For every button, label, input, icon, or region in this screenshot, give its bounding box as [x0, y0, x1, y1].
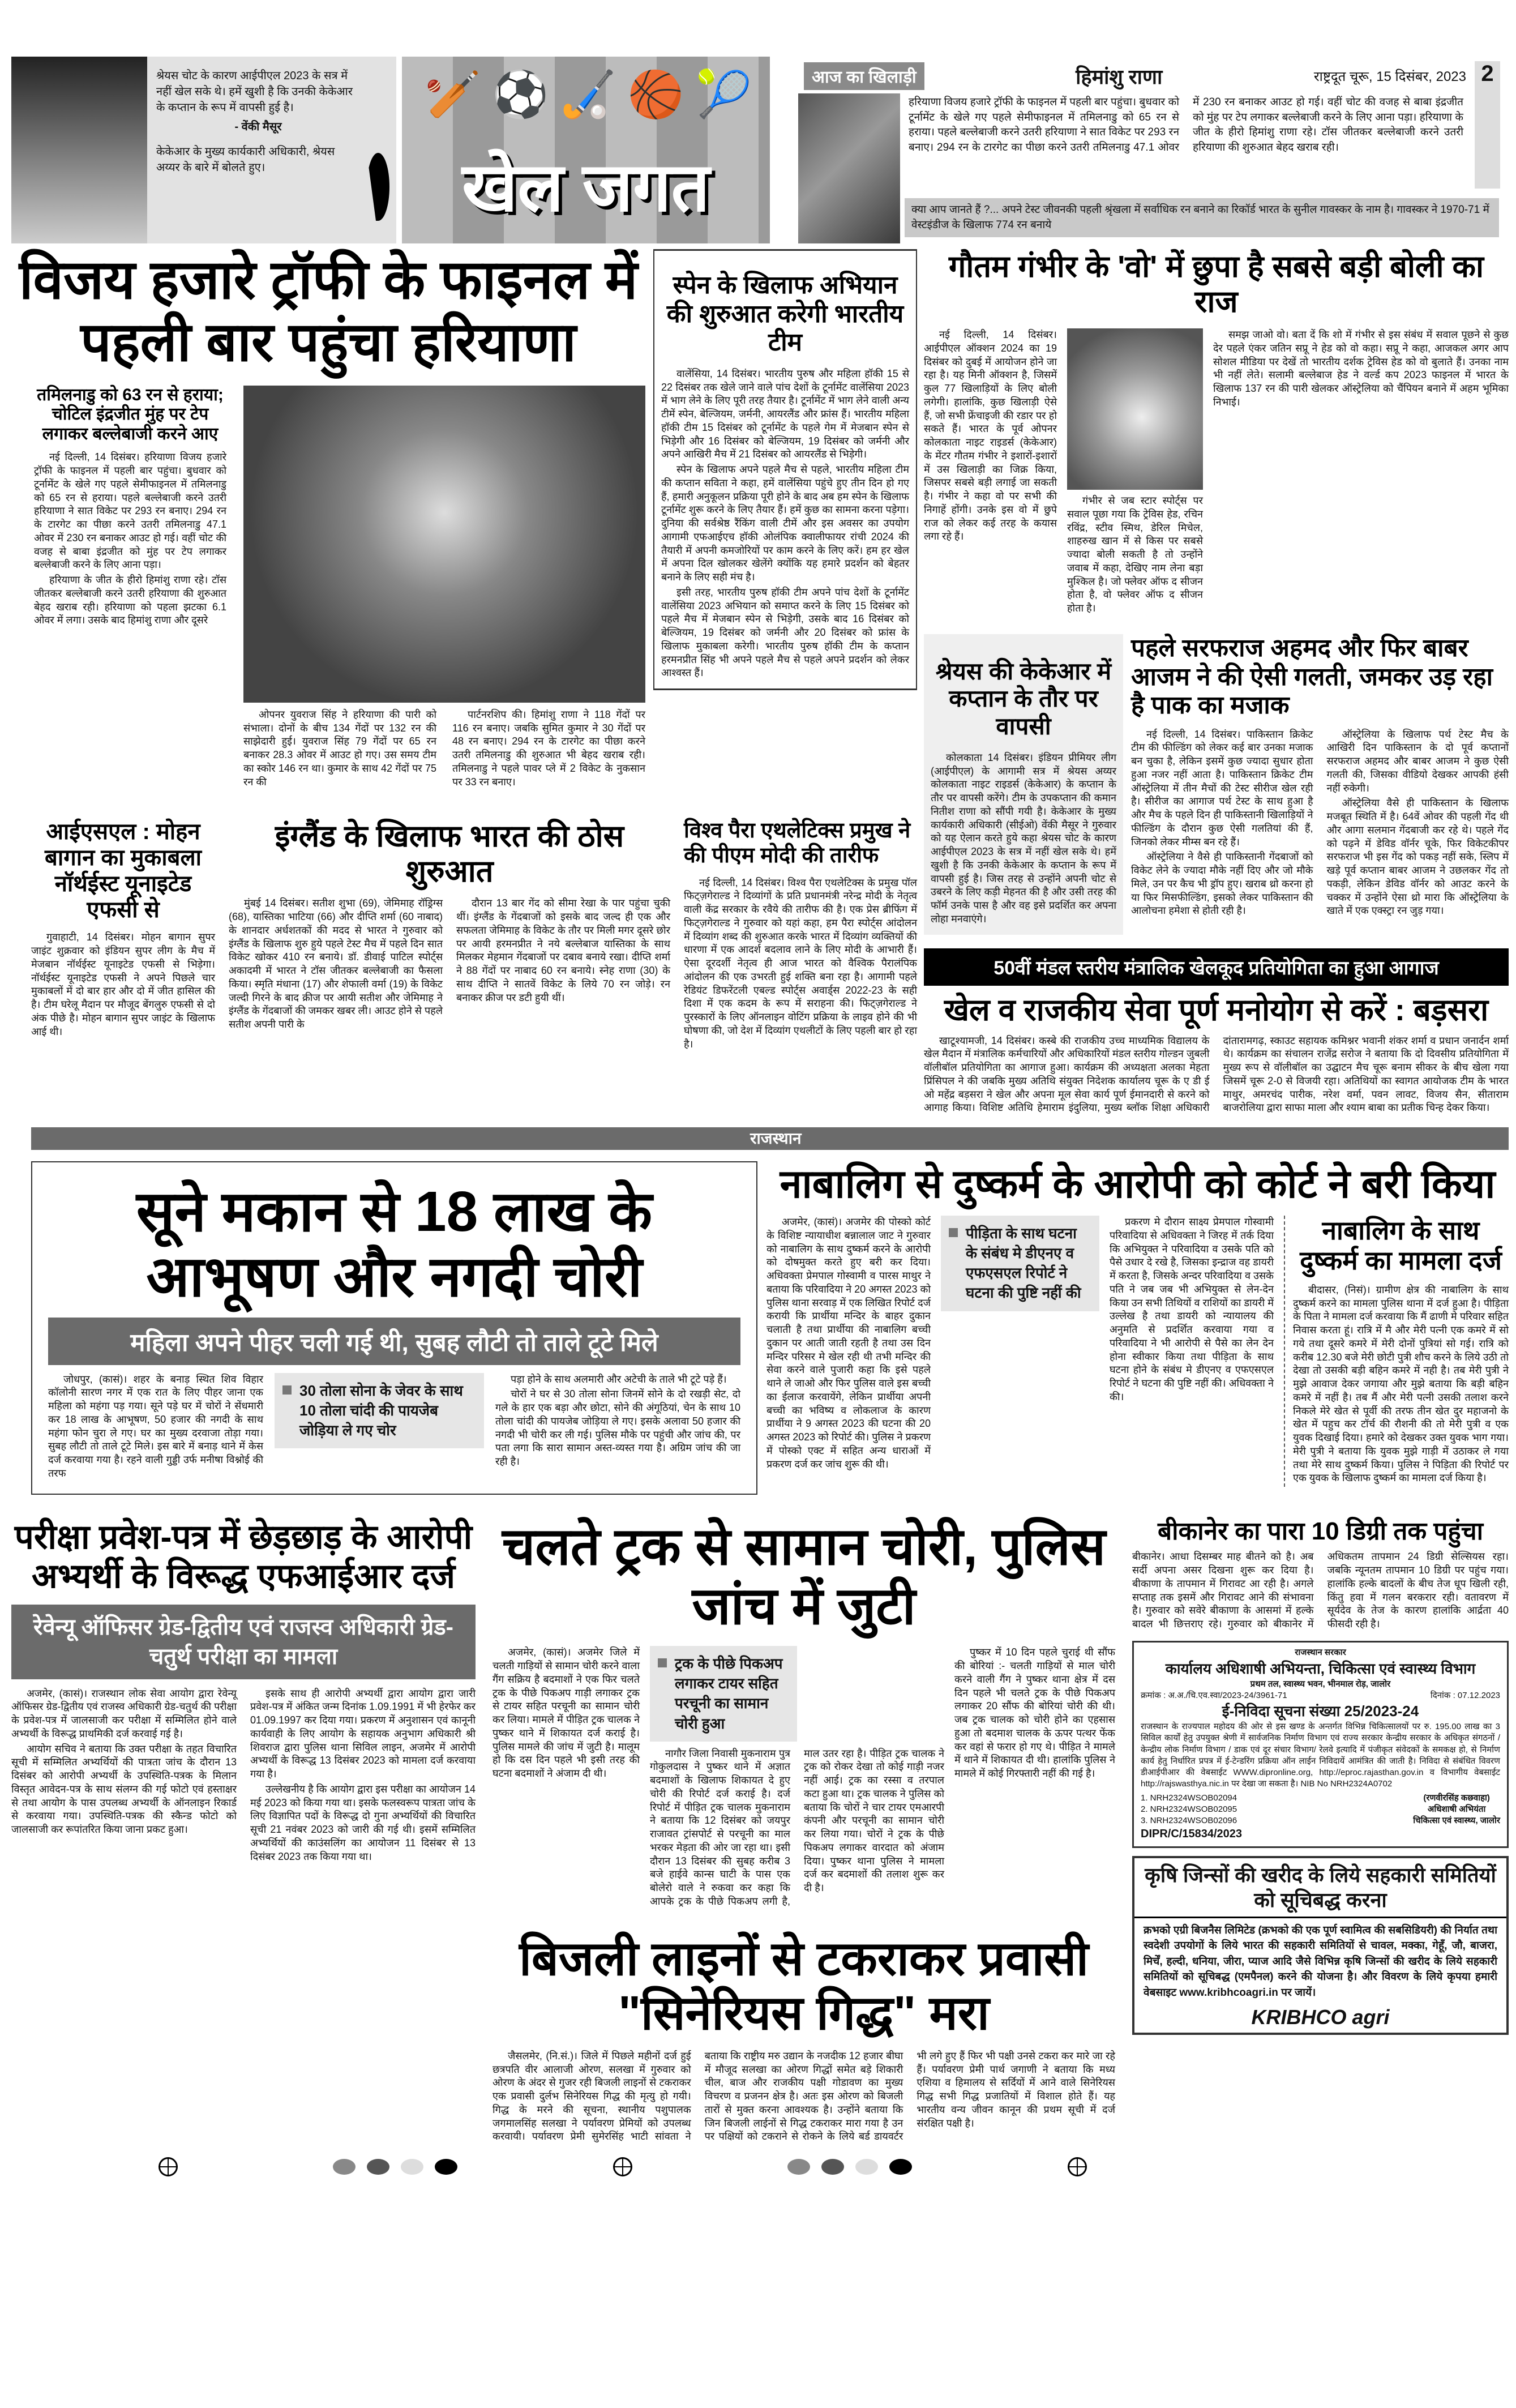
rajasthan-row-2: [11, 1517, 1509, 2144]
secondary-row: [11, 819, 917, 1053]
lead-row: [11, 249, 917, 790]
ad-date: दिनांक : 07.12.2023: [1430, 1690, 1500, 1700]
page-number: 2: [1475, 61, 1500, 189]
paragraph: ऑस्ट्रेलिया के खिलाफ पर्थ टेस्ट मैच के आखिरी दिन पाकिस्तान के दो पूर्व कप्तानों सरफराज अहमद और बाबर आजम ने कुछ ऐसी गलती की, जिसका वीडियो देखकर आपकी हंसी नहीं रुकेगी।: [1326, 728, 1509, 794]
ad-footer: [1141, 1793, 1500, 1842]
shreyas-headline: श्रेयस की केकेआर में कप्तान के तौर पर वापसी: [935, 657, 1112, 739]
lead-article: [11, 249, 645, 790]
sports-section: [11, 249, 1509, 1116]
theft-headline: सूने मकान से 18 लाख के आभूषण और नगदी चोरी: [136, 1179, 653, 1308]
color-dot: [367, 2159, 389, 2175]
paragraph: जोधपुर, (कासं)। शहर के बनाड़ स्थित शिव विहार कॉलोनी सारण नगर में एक रात के लिए पीहर जाना एक महिला को महंगा पड़ गया। सूने पड़े घर में चोरों ने सेंधमारी कर 18 लाख के आभूषण, 50 हजार की नगदी के साथ महंगा फोन चुरा ले गए। घर का मुख्य दरवाजा तोड़ा गया। सुबह लौटी तो ताले टूटे मिले। इस बारे में बनाड़ थाने में केस दर्ज करवाया गया है। रहने वाली गुड्डी उर्फ मनीषा विश्नोई की तरफ: [48, 1373, 263, 1479]
ad-dipr: DIPR/C/15834/2023: [1141, 1828, 1243, 1841]
court-body-col3: [1110, 1216, 1274, 1406]
lead-body-col2: [243, 708, 436, 791]
court-section: [766, 1161, 1509, 1487]
spain-headline: स्पेन के खिलाफ अभियान की शुरुआत करेगी भारतीय टीम: [666, 271, 904, 357]
paragraph: बीकानेर। आधा दिसम्बर माह बीतने को है। अब सर्दी अपना असर दिखना शुरू कर दिया है। बीकाणा के तापमान में गिरावट आ रही है। अगले सप्ताह तक इसमें और गिरावट आने की संभावना है। गुरुवार को सवेरे बीकाणा के आसमां में हल्के बादल भी छित्तराए रहे। गुरुवार को बीकानेर में अधिकतम तापमान 24 डिग्री सेल्सियस रहा। जबकि न्यूनतम तापमान 10 डिग्री पर पहुंच गया। हालांकि हल्के बादलों के बीच तेज धूप खिली रही, किंतु हवा में गलन बरकरार रही। वतावरण में सूर्यदेव के तेज के कारण हालांकि आर्द्रता 40 फीसदी रही है।: [1132, 1551, 1509, 1630]
lead-subhead: तमिलनाडु को 63 रन से हराया; चोटिल इंद्रजीत मुंह पर टेप लगाकर बल्लेबाजी करने आए: [37, 385, 224, 443]
paragraph: अजमेर, (कासं)। राजस्थान लोक सेवा आयोग द्वारा रेवेन्यू ऑफिसर ग्रेड-द्वितीय एवं राजस्व अधिकारी ग्रेड-चतुर्थ की परीक्षा के प्रवेश-पत्र में जालसाजी कर परीक्षा में सम्मिलित होने वाले अभ्यर्थी के विरूद्ध प्राथमिकी दर्ज करवाई गई है।: [11, 1687, 237, 1739]
ad-ref-row: [1141, 1690, 1500, 1701]
truck-content: [493, 1646, 1115, 1908]
player-header: [804, 62, 1466, 90]
bidasar-body: [1293, 1284, 1509, 1485]
paragraph: ऑस्ट्रेलिया ने वैसे ही पाकिस्तानी गेंदबाजों को विकेट लेने के ज्यादा मौके नहीं दिए और जो मौके मिले, उन पर कैच भी ड्रॉप हुए। खराब थ्रो करना हो या फिर मिसफील्डिंग, इसको लेकर पाकिस्तान की आलोचना हमेशा से होती रही है।: [1131, 851, 1313, 917]
registration-mark-icon: [159, 2157, 178, 2176]
paragraph: मुंबई 14 दिसंबर। सतीश शुभा (69), जेमिमाह रॉड्रिग्स (68), यास्तिका भाटिया (66) और दीप्ति शर्मा (60 नाबाद) के शानदार अर्धशतकों की मदद से भारत ने गुरुवार को इंग्लैंड के खिलाफ शुरु हुये पहले टेस्ट मैच में पहले दिन सात विकेट खोकर 410 रन बनाये। डॉ. डीवाई पाटिल स्पोर्ट्स अकादमी में भारत ने टॉस जीतकर बल्लेबाजी का फैसला किया। स्मृति मंधाना (17) और शेफाली वर्मा (19) के विकेट जल्दी गिरने के बाद क्रीज पर आयी सतीश और जेमिमाह ने इंग्लैंड के गेंदबाजों की जमकर खबर ली। आउट होने से पहले सतीश अपनी पारी के: [229, 897, 443, 1030]
theft-subhead: महिला अपने पीहर चली गई थी, सुबह लौटी तो ताले टूटे मिले: [48, 1318, 740, 1365]
kribhco-logo: KRIBHCO agri: [1251, 2005, 1390, 2029]
vulture-body: [493, 2050, 1115, 2144]
main-flow: [11, 249, 1509, 2180]
paragraph: समझ जाओ वो। बता दें कि शो में गंभीर से इस संबंध में सवाल पूछने से कुछ देर पहले एंकर जतिन सप्रू ने हेड को वो कहा। सप्रू ने कहा, आजकल अगर आप सोशल मीडिया पर देखें तो भारतीय दर्शक ट्रेविस हेड को वो बुलाते हैं। उनका नाम भी नहीं लेते। सलामी बल्लेबाज हेड ने वर्ल्ड कप 2023 फाइनल में भारत के खिलाफ 137 रन की पारी खेलकर ऑस्ट्रेलिया को चैंपियन बनाने में अहम भूमिका निभाई।: [1213, 329, 1509, 408]
dateline: राष्ट्रदूत चूरू, 15 दिसंबर, 2023: [1313, 69, 1466, 84]
quote-author: - वेंकी मैसूर: [234, 121, 282, 133]
rajasthan-row-1: [11, 1161, 1509, 1495]
shreyas-article: [924, 634, 1123, 935]
paragraph: बीदासर, (निसं)। ग्रामीण क्षेत्र की नाबालिग के साथ दुष्कर्म करने का मामला पुलिस थाना में दर्ज हुआ है। पीड़िता के पिता ने मामला दर्ज करवाया कि मैं ढाणी मे परिवार सहित निवास करता हूं। रात्रि में मै और मेरी पत्नी एक कमरे में सो गये तथा दूसरे कमरे में मेरी दोनों पुत्रियां सो गई। रात्रि को करीब 12.30 बजे मेरी छोटी पुत्री शौच करने के लिये उठी तो देखा तो उसकी बड़ी बहिन कमरे में नही है। तब मेरी पुत्री ने मुझे आवाज देकर जगाया और मुझे बताया कि बड़ी बहिन कमरे में नहीं है। तब मैं और मेरी पत्नी उसकी तलाश करने निकले मेरे खेत से पूर्वी की तरफ तीन खेत दुर महाजनो के खेत में पहुच कर टॉर्च की रौशनी की तो मेरी पुत्री व एक युवक दिखाई दिया। हमारे को देखकर उक्त युवक भाग गया। मेरी पुत्री ने बताया कि युवक मुझे गाड़ी में उठाकर ले गया तथा मेरे साथ दुष्कर्म किया। पुलिस ने पिड़िता की रिपोर्ट पर एक युवक के खिलाफ दुष्कर्म का मामला दर्ज किया है।: [1293, 1284, 1509, 1484]
player-photo: [798, 93, 900, 243]
ceo-photo: [11, 57, 147, 243]
paragraph: ऑस्ट्रेलिया वैसे ही पाकिस्तान के खिलाफ मजबूत स्थिति में है। 64वें ओवर की पहली गेंद थी और आगा सलमान गेंदबाजी कर रहे थे। पहले गेंद को पढ़ने में डेविड वॉर्नर चूके, फिर विकेटकीपर सरफराज भी इस गेंद को पकड़ नहीं सके, स्लिप में खड़े पूर्व कप्तान बाबर आजम ने उछलकर गेंद तो पकड़ी, लेकिन डेविड वॉर्नर को आउट करने के चक्कर में उन्होंने ऐसा थ्रो मारा कि ऑस्ट्रेलिया के खाते में एक एक्स्ट्रा रन जुड़ गया।: [1326, 797, 1509, 917]
paragraph: पड़ा होने के साथ अलमारी और अटेची के ताले भी टूटे पड़े हैं।: [511, 1373, 727, 1385]
truck-body-col1: [493, 1646, 640, 1782]
lead-left-column: [11, 386, 226, 629]
paragraph: खाटूश्यामजी, 14 दिसंबर। कस्बे की राजकीय उच्च माध्यमिक विद्यालय के खेल मैदान में मंत्रालिक कर्मचारियों और अधिकारियों मंडल स्तरीय गोल्डन जुबली वॉलीबॉल प्रतियोगिता का आगाज हुआ। कार्यक्रम की अध्यक्षता अलका मेहता प्रिंसिपल ने की जबकि मुख्य अतिथि संयुक्त निदेशक कार्यालय चूरू के ए डी ई ओ महेंद्र बड़सरा ने खेल और अपना मूल सेवा कार्य पूर्ण ईमानदारी से करने को आगाह किया। विशिष्ट अतिथि हेमाराम इंदुलिया, मुख्य ब्लॉक शिक्षा अधिकारी दांतारामगढ़, स्काउट सहायक कमिश्नर भवानी शंकर शर्मा व प्रधान जनार्दन शर्मा थे। कार्यक्रम का संचालन राजेंद्र सरोज ने बताया कि दो दिवसीय प्रतियोगिता में मुख्य रूप से वॉलीबॉल का उद्घाटन मैच चूरू बनाम सीकर के बीच खेला गया जिसमें चूरू 2-0 से विजयी रहा। अतिथियों का स्वागत आयोजक टीम के भारत माथुर, अमरचंद पारीक, नरेश वर्मा, पवन लावट, विजय सैन, सीताराम बाजरोलिया द्वारा साफा माला और श्याम बाबा का प्रतीक चिन्ह देकर किया।: [924, 1034, 1509, 1114]
paragraph: उल्लेखनीय है कि आयोग द्वारा इस परीक्षा का आयोजन 14 मई 2023 को किया गया था। इसके फलस्वरूप पात्रता जांच के लिए विज्ञापित पदों के विरूद्ध दो गुना अभ्यर्थियों की विचारित सूची 21 नवंबर 2023 को जारी की गई थी। इसमें सम्मिलित अभ्यर्थियों की काउंसलिंग का आयोजन 11 दिसंबर से 13 दिसंबर 2023 तक किया गया था।: [250, 1783, 476, 1862]
vulture-headline: बिजली लाइनों से टकराकर प्रवासी "सिनेरियस गिद्ध" मरा: [519, 1931, 1089, 2040]
ad-body: राजस्थान के राज्यपाल महोदय की ओर से इस खण्ड के अन्तर्गत विभिन्न चिकित्सालयों पर रु. 195.00 लाख का 3 सिविल कार्यों हेतु उपयुक्त श्रेणी में सार्वजनिक निर्माण विभाग एवं राज्य सरकार केन्द्रीय सरकार के अधिकृत संगठनों / केन्द्रीय लोक निर्माण विभाग / डाक एवं दूर संचार विभाग/ रेलवे इत्यादि में पंजीकृत संवेदकों के समकक्ष हो, से निर्माण कार्य हेतु निर्धारित प्रपत्र में ई-टेन्डरिंग प्रक्रिया ऑन लाईन निविदायें आमंत्रित की जाती है। निविदा से संबंधित विवरण डीआईपीआर की वेबसाईट WWW.dipronline.org, http://eproc.rajasthan.gov.in व विभागीय वेबसाईट http://rajswasthya.nic.in पर देखा जा सकता है। NIB No NRH2324A0702: [1141, 1722, 1500, 1789]
sarfaraz-headline: पहले सरफराज अहमद और फिर बाबर आजम ने की ऐसी गलती, जमकर उड़ रहा है पाक का मजाक: [1131, 634, 1493, 720]
exam-body: [11, 1687, 476, 1864]
ad-signatory: (रणवीरसिंह कछवाहा): [1423, 1793, 1490, 1803]
lead-lower-cols: [243, 708, 645, 791]
paragraph: ओपनर युवराज सिंह ने हरियाणा की पारी को संभाला। दोनों के बीच 134 गेंदों पर 132 रन की साझेदारी हुई। युवराज सिंह 79 गेंदों पर 65 रन बनाकर 28.3 ओवर में आउट हो गए। उस समय टीम का स्कोर 146 रन था। कुमार के साथ 42 गेंदों पर 75 रन की: [243, 708, 436, 788]
color-dot: [889, 2159, 912, 2175]
para-headline: विश्व पैरा एथलेटिक्स प्रमुख ने की पीएम मोदी की तारीफ: [684, 819, 911, 867]
theft-article: [31, 1161, 757, 1495]
ad-nib: 3. NRH2324WSOB02096: [1141, 1816, 1237, 1826]
paragraph: हरियाणा के जीत के हीरो हिमांशु राणा रहे। टॉस जीतकर बल्लेबाजी करने उतरी हरियाणा की शुरुआत बेहद खराब रही। हरियाणा को पहला झटका 6.1 ओवर में लगा। उसके बाद हिमांशु राणा और दूसरे: [34, 574, 226, 626]
paragraph: पार्टनरशिप की। हिमांशु राणा ने 118 गेंदों पर 116 रन बनाए। जबकि सुमित कुमार ने 30 गेंदों पर 48 रन बनाए। 294 रन के टारगेट का पीछा करने उतरी तमिलनाडु की शुरुआत भी बेहद खराब रही। तमिलनाडु ने पहले पावर प्ले में 2 विकेट के नुकसान पर 33 रन बनाए।: [452, 708, 645, 788]
section-bar-label: राजस्थान: [750, 1129, 802, 1147]
color-dot: [401, 2159, 423, 2175]
theft-body-col1: [48, 1373, 263, 1482]
isl-headline: आईएसएल : मोहन बागान का मुकाबला नॉर्थईस्ट यूनाइटेड एफसी से: [45, 819, 202, 923]
sports-icons: 🏏⚽🏑🏀🎾: [425, 69, 764, 119]
exam-article: [11, 1517, 476, 1864]
court-highlight: पीड़िता के साथ घटना के संबंध मे डीएनए व एफएसएल रिपोर्ट ने घटना की पुष्टि नहीं की: [941, 1216, 1099, 1311]
gambhir-body-col2: [1067, 494, 1203, 615]
paragraph: इसी तरह, भारतीय पुरुष हॉकी टीम अपने पांच देशों के टूर्नामेंट वालेंसिया 2023 अभियान को समाप्त करने के लिए 15 दिसंबर को पहले मैच में मेजबान स्पेन से भिड़ेगी, उसके बाद 16 दिसंबर को बेल्जियम, 19 दिसंबर को जर्मनी और 20 दिसंबर को फ्रांस के खिलाफ मुकाबला करेगी। भारतीय पुरुष हॉकी टीम के कप्तान हरमनप्रीत सिंह भी अपने पहले मैच से पहले अपने प्रदर्शन को लेकर आश्वस्त हैं।: [661, 586, 909, 679]
color-dot: [855, 2159, 878, 2175]
quote-caption: केकेआर के मुख्य कार्यकारी अधिकारी, श्रेयस अय्यर के बारे में बोलते हुए।: [156, 146, 335, 174]
bidasar-article: [1284, 1216, 1509, 1487]
paragraph: नई दिल्ली, 14 दिसंबर। आईपीएल ऑक्शन 2024 का 19 दिसंबर को दुबई में आयोजन होने जा रहा है। यह मिनी ऑक्शन है, जिसमें कुल 77 खिलाड़ियों के लिए बोली लगेगी। हालांकि, कुछ खिलाड़ी ऐसे हैं, जो सभी फ्रेंचाइजी की रडार पर हो सकते हैं। भारत के पूर्व ओपनर कोलकाता नाइट राइडर्स (केकेआर) के मेंटर गौतम गंभीर ने इशारों-इशारों में उस खिलाड़ी का जिक्र किया, जिसपर सबसे बड़ी लगाई जा सकती है। गंभीर ने कहा वो पर सभी की निगाहें होंगी। उनके इस वो में छुपे राज को लेकर कई तरह के कयास लगा रहे हैं।: [924, 329, 1057, 542]
kribhco-ad: [1132, 1856, 1509, 2034]
paragraph: नई दिल्ली, 14 दिसंबर। हरियाणा विजय हजारे ट्रॉफी के फाइनल में पहली बार पहुंचा। बुधवार को टूर्नामेंट के खेले गए पहले सेमीफाइनल में तमिलनाडु को 65 रन से हराया। पहले बल्लेबाजी करने उतरी हरियाणा ने सात विकेट पर 293 रन बनाए। 294 रन के टारगेट का पीछा करने उतरी तमिलनाडु 47.1 ओवर में 230 रन बनाकर आउट हो गई। वहीं चोट की वजह से बाबा इंद्रजीत को मुंह पर टेप लगाकर बल्लेबाजी करने के लिए आना पड़ा।: [34, 451, 226, 571]
paragraph: नागौर जिला निवासी मुकनाराम पुत्र गोकुलदास ने पुष्कर थाने में अज्ञात बदमाशों के खिलाफ शिकायत दे हुए चोरी की रिपोर्ट दर्ज कराई है। दर्ज रिपोर्ट में पीड़ित ट्रक चालक मुकनाराम ने बताया कि 12 दिसंबर को जयपुर राजावत ट्रांसपोर्ट से परचूनी का माल भरकर मेड़ता की ओर जा रहा था। इसी दौरान 13 दिसंबर की सुबह करीब 3 बजे हाईवे कान्स घाटी के पास एक बोलेरो वाले ने रुकवा कर कहा कि आपके ट्रक के पीछे पिकअप लगी है, माल उतर रहा है। पीड़ित ट्रक चालक ने ट्रक को रोकर देखा तो कोई गाड़ी नजर नहीं आई। ट्रक का रस्सा व तरपाल कटा हुआ था। ट्रक चालक ने पुलिस को बताया कि चोरों ने चार टायर एमआरपी कंपनी और परचूनी का सामान चोरी कर लिया गया। चोरों ने ट्रक के पीछे पिकअप लगाकर वारदात को अंजाम दिया। पुष्कर थाना पुलिस ने मामला दर्ज कर बदमाशों की तलाश शुरू कर दी है।: [650, 1747, 944, 1907]
gambhir-body-col1: [924, 328, 1057, 545]
right-stories: [1132, 1517, 1509, 2035]
ad-signatory: चिकित्सा एवं स्वास्थ्य, जालोर: [1413, 1816, 1500, 1826]
paragraph: दौरान 13 बार गेंद को सीमा रेखा के पार पहुंचा चुकी थीं। इंग्लैंड के गेंदबाजों को इसके बाद जल्द ही एक और सफलता जेमिमाह के विकेट के तौर पर मिली मगर दूसरे छोर पर आयी हरमनप्रीत ने नये बल्लेबाज यास्तिका के साथ मिलकर मेहमान गेंदबाजों पर दबाव बनाये रखा। दीप्ति शर्मा ने 88 गेंदों पर नाबाद 60 रन बनाये। स्नेह राणा (30) के साथ दीप्ति ने सातवें विकेट के लिये 70 रन जोड़े। रन बनाकर क्रीज पर डटी हुयी थीं।: [456, 897, 670, 1003]
section-bar-rajasthan: [31, 1127, 1509, 1150]
gambhir-body-col3: [1213, 328, 1509, 411]
gambhir-photo: [1067, 328, 1203, 490]
lead-body-col3: [452, 708, 645, 791]
truck-headline: चलते ट्रक से सामान चोरी, पुलिस जांच में जुटी: [502, 1517, 1106, 1636]
ad-signatory: अधिशाषी अभियंता: [1427, 1804, 1486, 1814]
tender-ad: [1132, 1641, 1509, 1848]
bikaner-body: [1132, 1550, 1509, 1632]
isl-body: [31, 931, 215, 1038]
lead-photo: [243, 386, 645, 703]
quote-content: [156, 68, 360, 176]
exam-subhead: रेवेन्यू ऑफिसर ग्रेड-द्वितीय एवं राजस्व अधिकारी ग्रेड-चतुर्थ परीक्षा का मामला: [11, 1605, 476, 1679]
lead-headline: विजय हजारे ट्रॉफी के फाइनल में पहली बार पहुंचा हरियाणा: [19, 250, 638, 373]
registration-mark-icon: [613, 2157, 632, 2176]
paragraph: पुष्कर में 10 दिन पहले चुराई थी सौंफ की बोरियां :- चलती गाड़ियों से माल चोरी करने वाली गैंग ने पुष्कर थाना क्षेत्र में दस दिन पहले भी चलते ट्रक के पीछे पिकअप लगाकर 20 सौंफ की बोरियां चोरी की थी। जब ट्रक चालक को चोरी होने का एहसास हुआ तो बदमाश चालक के ऊपर पत्थर फेंक कर वहां से फरार हो गए थे। पीड़ित ने मामले में थाने में शिकायत दी थी। हालांकि पुलिस ने मामले में कोई गिरफ्तारी नहीं की गई है।: [954, 1646, 1115, 1780]
mandal-body: [924, 1034, 1509, 1116]
paragraph: गुवाहाटी, 14 दिसंबर। मोहन बागान सुपर जाइंट शुक्रवार को इंडियन सुपर लीग के मैच में मेजबान नॉर्थईस्ट यूनाइटेड एफसी से भिड़ेगा। नॉर्थईस्ट यूनाइटेड एफसी ने अपने पिछले चार मुकाबलों में दो बार हार और दो में जीत हासिल की है। टीम घरेलू मैदान पर मौजूद बेंगलुरु एफसी से दो अंक पीछे है। मोहन बागान सुपर जाइंट के खिलाफ आई थी।: [31, 931, 215, 1037]
paragraph: इसके साथ ही आरोपी अभ्यर्थी द्वारा आयोग द्वारा जारी प्रवेश-पत्र में अंकित जन्म दिनांक 1.09.1991 में भी हेरफेर कर 01.09.1997 कर दिया गया। प्रकरण में अनुशासन एवं कानूनी कार्यवाही के लिए आयोग के सहायक अनुभाग अधिकारी श्री शिवराज द्वारा पुलिस थाना सिविल लाइन, अजमेर में आरोपी अभ्यर्थी के विरूद्ध 13 दिसंबर 2023 को मामला दर्ज करवाया गया है।: [250, 1687, 476, 1780]
pull-quote-text: श्रेयस चोट के कारण आईपीएल 2023 के सत्र में नहीं खेल सके थे। हमें खुशी है कि उनकी केकेआर के कप्तान के रूप में वापसी हुई है।: [156, 70, 353, 114]
ad-nib: 2. NRH2324WSOB02095: [1141, 1804, 1237, 1814]
color-dot: [333, 2159, 356, 2175]
court-body-col1: [766, 1216, 931, 1473]
theft-highlight: 30 तोला सोना के जेवर के साथ 10 तोला चांदी की पायजेब जोड़िया ले गए चोर: [275, 1373, 484, 1448]
shreyas-body: [931, 751, 1116, 926]
mandal-headline: खेल व राजकीय सेवा पूर्ण मनोयोग से करें : बड़सरा: [944, 993, 1489, 1027]
sarfaraz-article: [1131, 634, 1509, 919]
shreyas-sarfaraz-row: [924, 634, 1509, 935]
truck-body-col4: [954, 1646, 1115, 1782]
gambhir-headline: गौतम गंभीर के 'वो' में छुपा है सबसे बड़ी बोली का राज: [949, 250, 1484, 319]
spain-body: [661, 367, 909, 680]
para-body: [684, 876, 917, 1051]
isl-article: [11, 819, 215, 1040]
lead-right-column: [243, 386, 645, 791]
lead-body-col1: [34, 451, 226, 627]
court-content: [766, 1216, 1509, 1487]
middle-stories: [493, 1517, 1115, 2144]
court-headline: नाबालिग से दुष्कर्म के आरोपी को कोर्ट ने बरी किया: [780, 1161, 1496, 1206]
quote-box: [11, 57, 396, 243]
paragraph: वालेंसिया, 14 दिसंबर। भारतीय पुरुष और महिला हॉकी 15 से 22 दिसंबर तक खेले जाने वाले पांच देशों के टूर्नामेंट वालेंसिया 2023 में भाग लेने के लिए पूरी तरह तैयार है। टूर्नामेंट में भाग लेने वाली अन्य टीमें स्पेन, बेल्जियम, जर्मनी, आयरलैंड और फ्रांस हैं। भारतीय महिला हॉकी टीम 15 दिसंबर को टूर्नामेंट के पहले गेम में मेजबान स्पेन से भिड़ेगी और 16 दिसंबर को बेल्जियम, 19 दिसंबर को जर्मनी और अपने आखिरी मैच में 21 दिसंबर को आयरलैंड से भिड़ेगी।: [661, 367, 909, 460]
theft-content: [48, 1373, 740, 1482]
gambhir-content: [924, 328, 1509, 617]
bidasar-headline: नाबालिग के साथ दुष्कर्म का मामला दर्ज: [1300, 1216, 1502, 1276]
ad-address: प्रथम तल, स्वास्थ्य भवन, भीनमाल रोड़, जालोर: [1250, 1679, 1391, 1689]
paragraph: स्पेन के खिलाफ अपने पहले मैच से पहले, भारतीय महिला टीम की कप्तान सविता ने कहा, हमें वालेंसिया पहुंचे हुए तीन दिन हो गए हैं, हमारी अनुकूलन प्रक्रिया पूरी होने के बाद अब हम स्पेन के खिलाफ टूर्नामेंट शुरू करने के लिए तैयार हैं। हमें कुछ का सामना करना पड़ेगा। दुनिया की सर्वश्रेष्ठ रैंकिंग वाली टीमें और इस अवसर का उपयोग आगामी एफआईएच हॉकी ओलंपिक क्वालीफायर रांची 2024 की तैयारी में अपनी कमजोरियों पर काम करने के लिए करें। हम हर खेल में अपना दिल खोलकर खेलेंगे क्योंकि यह हमारे प्रदर्शन को बेहतर बनाने के लिए सही मंच है।: [661, 464, 909, 583]
paragraph: अजमेर, (कासं)। अजमेर जिले में चलती गाड़ियों से सामान चोरी करने वाला गैंग सक्रिय है बदमाशों ने एक फिर चलते ट्रक के पीछे पिकअप गाड़ी लगाकर ट्रक से टायर सहित परचूनी का सामान चोरी कर लिया। मामले में पीड़ित ट्रक चालक ने पुष्कर थाने में शिकायत दर्ज कराई है। पुलिस मामले की जांच में जुटी है। मालूम हो कि दस दिन पहले भी इसी तरह की घटना बदमाशों ने अंजाम दी थी।: [493, 1646, 640, 1780]
quote-mark-icon: [367, 153, 389, 221]
ad-govt: राजस्थान सरकार: [1295, 1648, 1346, 1658]
paragraph: चोरों ने घर से 30 तोला सोना जिनमें सोने के दो रखड़ी सेट, दो गले के हार एक बड़ा और छोटा, सोने की अंगूठियां, चेन के साथ 10 तोला चांदी की पायजेब जोड़िया ले गए। इसके अलावा 50 हजार की नगदी भी चोरी कर ली गई। पुलिस मौके पर पहुंची और जांच की, पर पता लगा कि सारा सामान अस्त-व्यस्त गया है। अग्रिम जांच की जा रही है।: [495, 1388, 740, 1468]
registration-mark-icon: [1068, 2157, 1087, 2176]
color-dot: [821, 2159, 844, 2175]
sports-left-column: [11, 249, 917, 1053]
kribhco-title: कृषि जिन्सों की खरीद के लिये सहकारी समितियों को सूचिबद्ध करना: [1134, 1858, 1506, 1918]
paragraph: कोलकाता 14 दिसंबर। इंडियन प्रीमियर लीग (आईपीएल) के आगामी सत्र में श्रेयस अय्यर कोलकाता नाइट राइडर्स (केकेआर) के कप्तान के तौर पर वापसी करेंगे। टीम के उपकप्तान की कमान नितीश राणा को सौंपी गयी है। केकेआर के मुख्य कार्यकारी अधिकारी (सीईओ) वेंकी मैसूर ने गुरुवार को यह ऐलान करते हुये कहा श्रेयस चोट के कारण आईपीएल 2023 के सत्र में नहीं खेल सके थे। हमें खुशी है कि उनकी केकेआर के कप्तान के रूप में वापसी हुई है। जिस तरह से उन्होंने अपनी चोट से उबरने के लिए कड़ी मेहनत की है और उसी तरह की फॉर्म उनके पास है और वह इसे प्रदर्शित कर अपना लोहा मनवाएंगे।: [931, 751, 1116, 925]
ad-office: कार्यालय अधिशाषी अभियन्ता, चिकित्सा एवं स्वास्थ्य विभाग: [1165, 1659, 1476, 1677]
color-dot: [435, 2159, 457, 2175]
player-of-day: [798, 57, 1500, 243]
ad-ref: क्रमांक : अ.अ./चि.एव.स्वा/2023-24/3961-71: [1141, 1690, 1287, 1700]
truck-middle: [650, 1646, 944, 1908]
england-article: [229, 819, 670, 1032]
paragraph: जैसलमेर, (नि.सं.)। जिले में पिछले महीनों दर्ज हुई छत्रपति वीर आलाजी ओरण, सलखा में गुरुवार को ओरण के अंदर से गुजर रही बिजली लाइनों से टकराकर एक प्रवासी दुर्लभ सिनेरियस गिद्ध की मृत्यु हो गयी। गिद्ध के मरने की सूचना, स्थानीय पशुपालक जगमालसिंह सलखा ने पर्यावरण प्रेमियों को उपलब्ध करवायी। पर्यावरण प्रेमी सुमेरसिंह भाटी सांवता ने बताया कि राष्ट्रीय मरु उद्यान के नजदीक 12 हजार बीघा में मौजूद सलखा का ओरण गिद्धों समेत बड़े शिकारी चील, बाज और राजकीय पक्षी गोडावण का मुख्य विचरण व प्रजनन क्षेत्र है। अतः इस ओरण को बिजली तारों से मुक्त करना आवश्यक है। उन्होंने बताया कि जिन बिजली लाईनों से गिद्ध टकराकर मारा गया है उन पर पक्षियों को टकराने से रोकने के लिये बर्ड डायवर्टर भी लगे हुए हैं फिर भी पक्षी उनसे टकरा कर मारे जा रहे हैं। पर्यावरण प्रेमी पार्थ जगाणी ने बताया कि मध्य एशिया व हिमालय से सर्दियों में आने वाले सिनेरियस गिद्ध सभी गिद्ध प्रजातियों में विशाल होते हैं। यह भारतीय वन्य जीवन कानून की प्रथम सूची में दर्ज संरक्षित पक्षी है।: [493, 2050, 1115, 2142]
spain-article: [653, 249, 917, 690]
paragraph: नई दिल्ली, 14 दिसंबर। विश्व पैरा एथलेटिक्स के प्रमुख पॉल फिट्ज़गेराल्ड ने दिव्यांगों के प्रति प्रधानमंत्री नरेन्द्र मोदी के नेतृत्व वाली केंद्र सरकार के रवैये की तारीफ की है। एक प्रेस ब्रीफिंग में फिट्ज़गेराल्ड ने गुरुवार को यहां कहा, हम पैरा स्पोर्ट्स आंदोलन में दिव्यांग शब्द की शुरुआत करके भारत में दिव्यांग व्यक्तियों की धारणा में एक आदर्श बदलाव लाने के लिए मोदी के आभारी हैं। ऐसा दूरदर्शी नेतृत्व ही आज भारत को वैश्विक पैरालंपिक आंदोलन की एक उभरती हुई शक्ति बना रहा है। आगामी पहले रेडियंट डिफरेंटली एबल्ड स्पोर्ट्स अवार्ड्स 2022-23 के सही दिशा में एक कदम के रूप में सराहना की। फिट्ज़गेराल्ड ने पुरस्कारों के लिए ऑनलाइन वोटिंग प्रक्रिया के लाइव होने की भी घोषणा की, जो देश में दिव्यांग एथलीटों के लिए पहली बार हो रहा है।: [684, 876, 917, 1050]
england-headline: इंग्लैंड के खिलाफ भारत की ठोस शुरुआत: [275, 819, 624, 889]
ad-nib: 1. NRH2324WSOB02094: [1141, 1793, 1237, 1803]
truck-highlight: ट्रक के पीछे पिकअप लगाकर टायर सहित परचूनी का सामान चोरी हुआ: [650, 1646, 797, 1741]
sarfaraz-body: [1131, 728, 1509, 920]
paragraph: आयोग सचिव ने बताया कि उक्त परीक्षा के तहत विचारित सूची में सम्मिलित अभ्यर्थियों की पात्रता जांच के दौरान 13 दिसंबर को आरोपी अभ्यर्थी के उपस्थिति-पत्रक के मिलान विस्तृत आवेदन-पत्र के साथ संलग्न की गई फोटो एवं हस्ताक्षर से तथा आयोग के पास उपलब्ध अभ्यर्थी के ऑनलाइन रिकार्ड से करवाया गया। उपस्थिति-पत्रक की स्कैन्ड फोटो को जालसाजी कर रूपांतरित किया जाना प्रकट हुआ।: [11, 1743, 237, 1836]
paragraph: अजमेर, (कासं)। अजमेर की पोस्को कोर्ट के विशिष्ट न्यायाधीश बन्नालाल जाट ने गुरुवार को नाबालिग के साथ दुष्कर्म करने के आरोपी को दोषमुक्त करते हुए बरी कर दिया। अधिवक्ता प्रेमपाल गोस्वामी व पारस माथुर ने बताया कि परिवादिया ने 20 अगस्त 2023 को पुलिस थाना सरवाड़ में एक लिखित रिपोर्ट दर्ज करायी कि प्रार्थीया मन्दिर के बाहर दुकान चलाती है तथा प्रार्थीया की नाबालिग बच्ची दुकान पर आती जाती रहती है तथा उस दिन मन्दिर परिसर मे खेल रही थी तभी मन्दिर की सेवा करने वाले पुजारी कहा कि इसे पहले थाने ले जाओ और फिर पुलिस वाले इस बच्ची का ईलाज करवायेंगे, लेकिन प्रार्थीया अपनी बच्ची का भविष्य व लोकलाज के कारण प्रार्थीया ने 9 अगस्त 2023 की घटना की 20 अगस्त 2023 को रिपोर्ट की। पुलिस ने प्रकरण में पोस्को एक्ट में सहित अन्य धाराओं में प्रकरण दर्ज कर जांच शुरू की थी।: [766, 1216, 931, 1470]
sports-right-column: [924, 249, 1509, 1116]
mandal-banner: 50वीं मंडल स्तरीय मंत्रालिक खेलकूद प्रतियोगिता का हुआ आगाज: [924, 948, 1509, 986]
player-text: हरियाणा विजय हजारे ट्रॉफी के फाइनल में पहली बार पहुंचा। बुधवार को टूर्नामेंट के खेले गए पहले सेमीफाइनल में तमिलनाडु को 65 रन से हराया। पहले बल्लेबाजी करने उतरी हरियाणा ने सात विकेट पर 293 रन बनाए। 294 रन के टारगेट का पीछा करने उतरी तमिलनाडु 47.1 ओवर में 230 रन बनाकर आउट हो गई। वहीं चोट की वजह से बाबा इंद्रजीत को मुंह पर टेप लगाकर बल्लेबाजी करने के लिए आना पड़ा। हरियाणा के जीत के हीरो हिमांशु राणा रहे। टॉस जीतकर बल्लेबाजी करने उतरी हरियाणा की शुरुआत बेहद खराब रही।: [909, 96, 1463, 153]
truck-body-col2: [650, 1747, 944, 1909]
gambhir-middle: [1067, 328, 1203, 617]
bikaner-headline: बीकानेर का पारा 10 डिग्री तक पहुंचा: [1157, 1517, 1484, 1545]
section-title: खेल जगत: [462, 149, 710, 225]
kribhco-body: क्रभको एग्री बिजनैस लिमिटेड (क्रभको की एक पूर्ण स्वामित्व की सबसिडियरी) की निर्यात तथा स्वदेशी उपयोगों के लिये भारत की सहकारी समितियों से चावल, मक्का, गेहूँ, जौ, बाजरा, मिर्चें, हल्दी, धनिया, जीरा, प्याज आदि जैसे विभिन्न कृषि जिन्सों की खरीद के लिये सहकारी समितियों को सूचिबद्ध (एमपैनल) करने की योजना है। और विवरण के लिये कृपया हमारी वेबसाइट www.kribhcoagri.in पर जायें।: [1144, 1924, 1497, 1999]
player-name: हिमांशु राणा: [1076, 65, 1163, 88]
paragraph: प्रकरण मे दौरान साक्ष्य प्रेमपाल गोस्वामी परिवादिया से अधिवक्ता ने जिरह में तर्क दिया कि अभियुक्त ने परिवादिया व उसके पति को पैसे उधार दे रखे है, जिसका इन्द्राज वह डायरी में करता है, जिसके अन्दर परिवादिया व उसके पति ने जब जब भी अभियुक्त से लेन-देन किया उन सभी तिथियों व राशियों का डायरी में उल्लेख है तथा डायरी को न्यायालय की अनुमति से प्रदर्शित करवाया गया व परिवादिया ने भी आरोपी से पैसे का लेन देन होना स्वीकार किया तथा पीड़िता के साथ घटना होने के संबंध मे डीएनए व एफएसएल रिपोर्ट ने घटना की पुष्टि नहीं की। अधिवक्ता ने की।: [1110, 1216, 1274, 1402]
theft-body-col3: [495, 1373, 740, 1470]
paragraph: नई दिल्ली, 14 दिसंबर। पाकिस्तान क्रिकेट टीम की फील्डिंग को लेकर कई बार उनका मजाक बन चुका है, लेकिन इसमें कुछ ज्यादा सुधार होता हुआ नजर नहीं आता है। पाकिस्तान क्रिकेट टीम ऑस्ट्रेलिया में तीन मैचों की टेस्ट सीरीज खेल रही है। सीरीज का आगाज पर्थ टेस्ट के साथ हुआ है और मैच के पहले दिन ही पाकिस्तानी खिलाड़ियों ने फील्डिंग के दौरान कुछ ऐसी गलतियां की हैं, जिनको लेकर मीम्स बन रहे हैं।: [1131, 728, 1313, 848]
ad-title: ई-निविदा सूचना संख्या 25/2023-24: [1222, 1703, 1419, 1720]
section-logo: [402, 57, 770, 243]
lead-content: [11, 386, 645, 791]
england-body: [229, 897, 670, 1032]
print-marks: [11, 2157, 1509, 2180]
did-you-know: क्या आप जानते हैं ?... अपने टेस्ट जीवनकी पहली श्रृंखला में सर्वाधिक रन बनाने का रिकॉर्ड भारत के सुनील गावस्कर के नाम है। गावस्कर ने 1970-71 में वेस्टइंडीज के खिलाफ 774 रन बनाये: [905, 198, 1499, 237]
color-dot: [787, 2159, 810, 2175]
exam-headline: परीक्षा प्रवेश-पत्र में छेड़छाड़ के आरोपी अभ्यर्थी के विरूद्ध एफआईआर दर्ज: [14, 1517, 473, 1595]
paragraph: गंभीर से जब स्टार स्पोर्ट्स पर सवाल पूछा गया कि ट्रेविस हेड, रचिन रविंद्र, स्टीव स्मिथ, डेरिल मिचेल, शाहरुख खान में से किस पर सबसे ज्यादा बोली सकती है तो उन्होंने जवाब में कहा, देखिए नाम लेना बड़ा मुश्किल है। जो फ्लेवर ऑफ द सीजन होता है, वो फ्लेवर ऑफ द सीजन होता है।: [1067, 495, 1203, 614]
player-tag: आज का खिलाड़ी: [804, 62, 924, 90]
para-article: [684, 819, 917, 1053]
